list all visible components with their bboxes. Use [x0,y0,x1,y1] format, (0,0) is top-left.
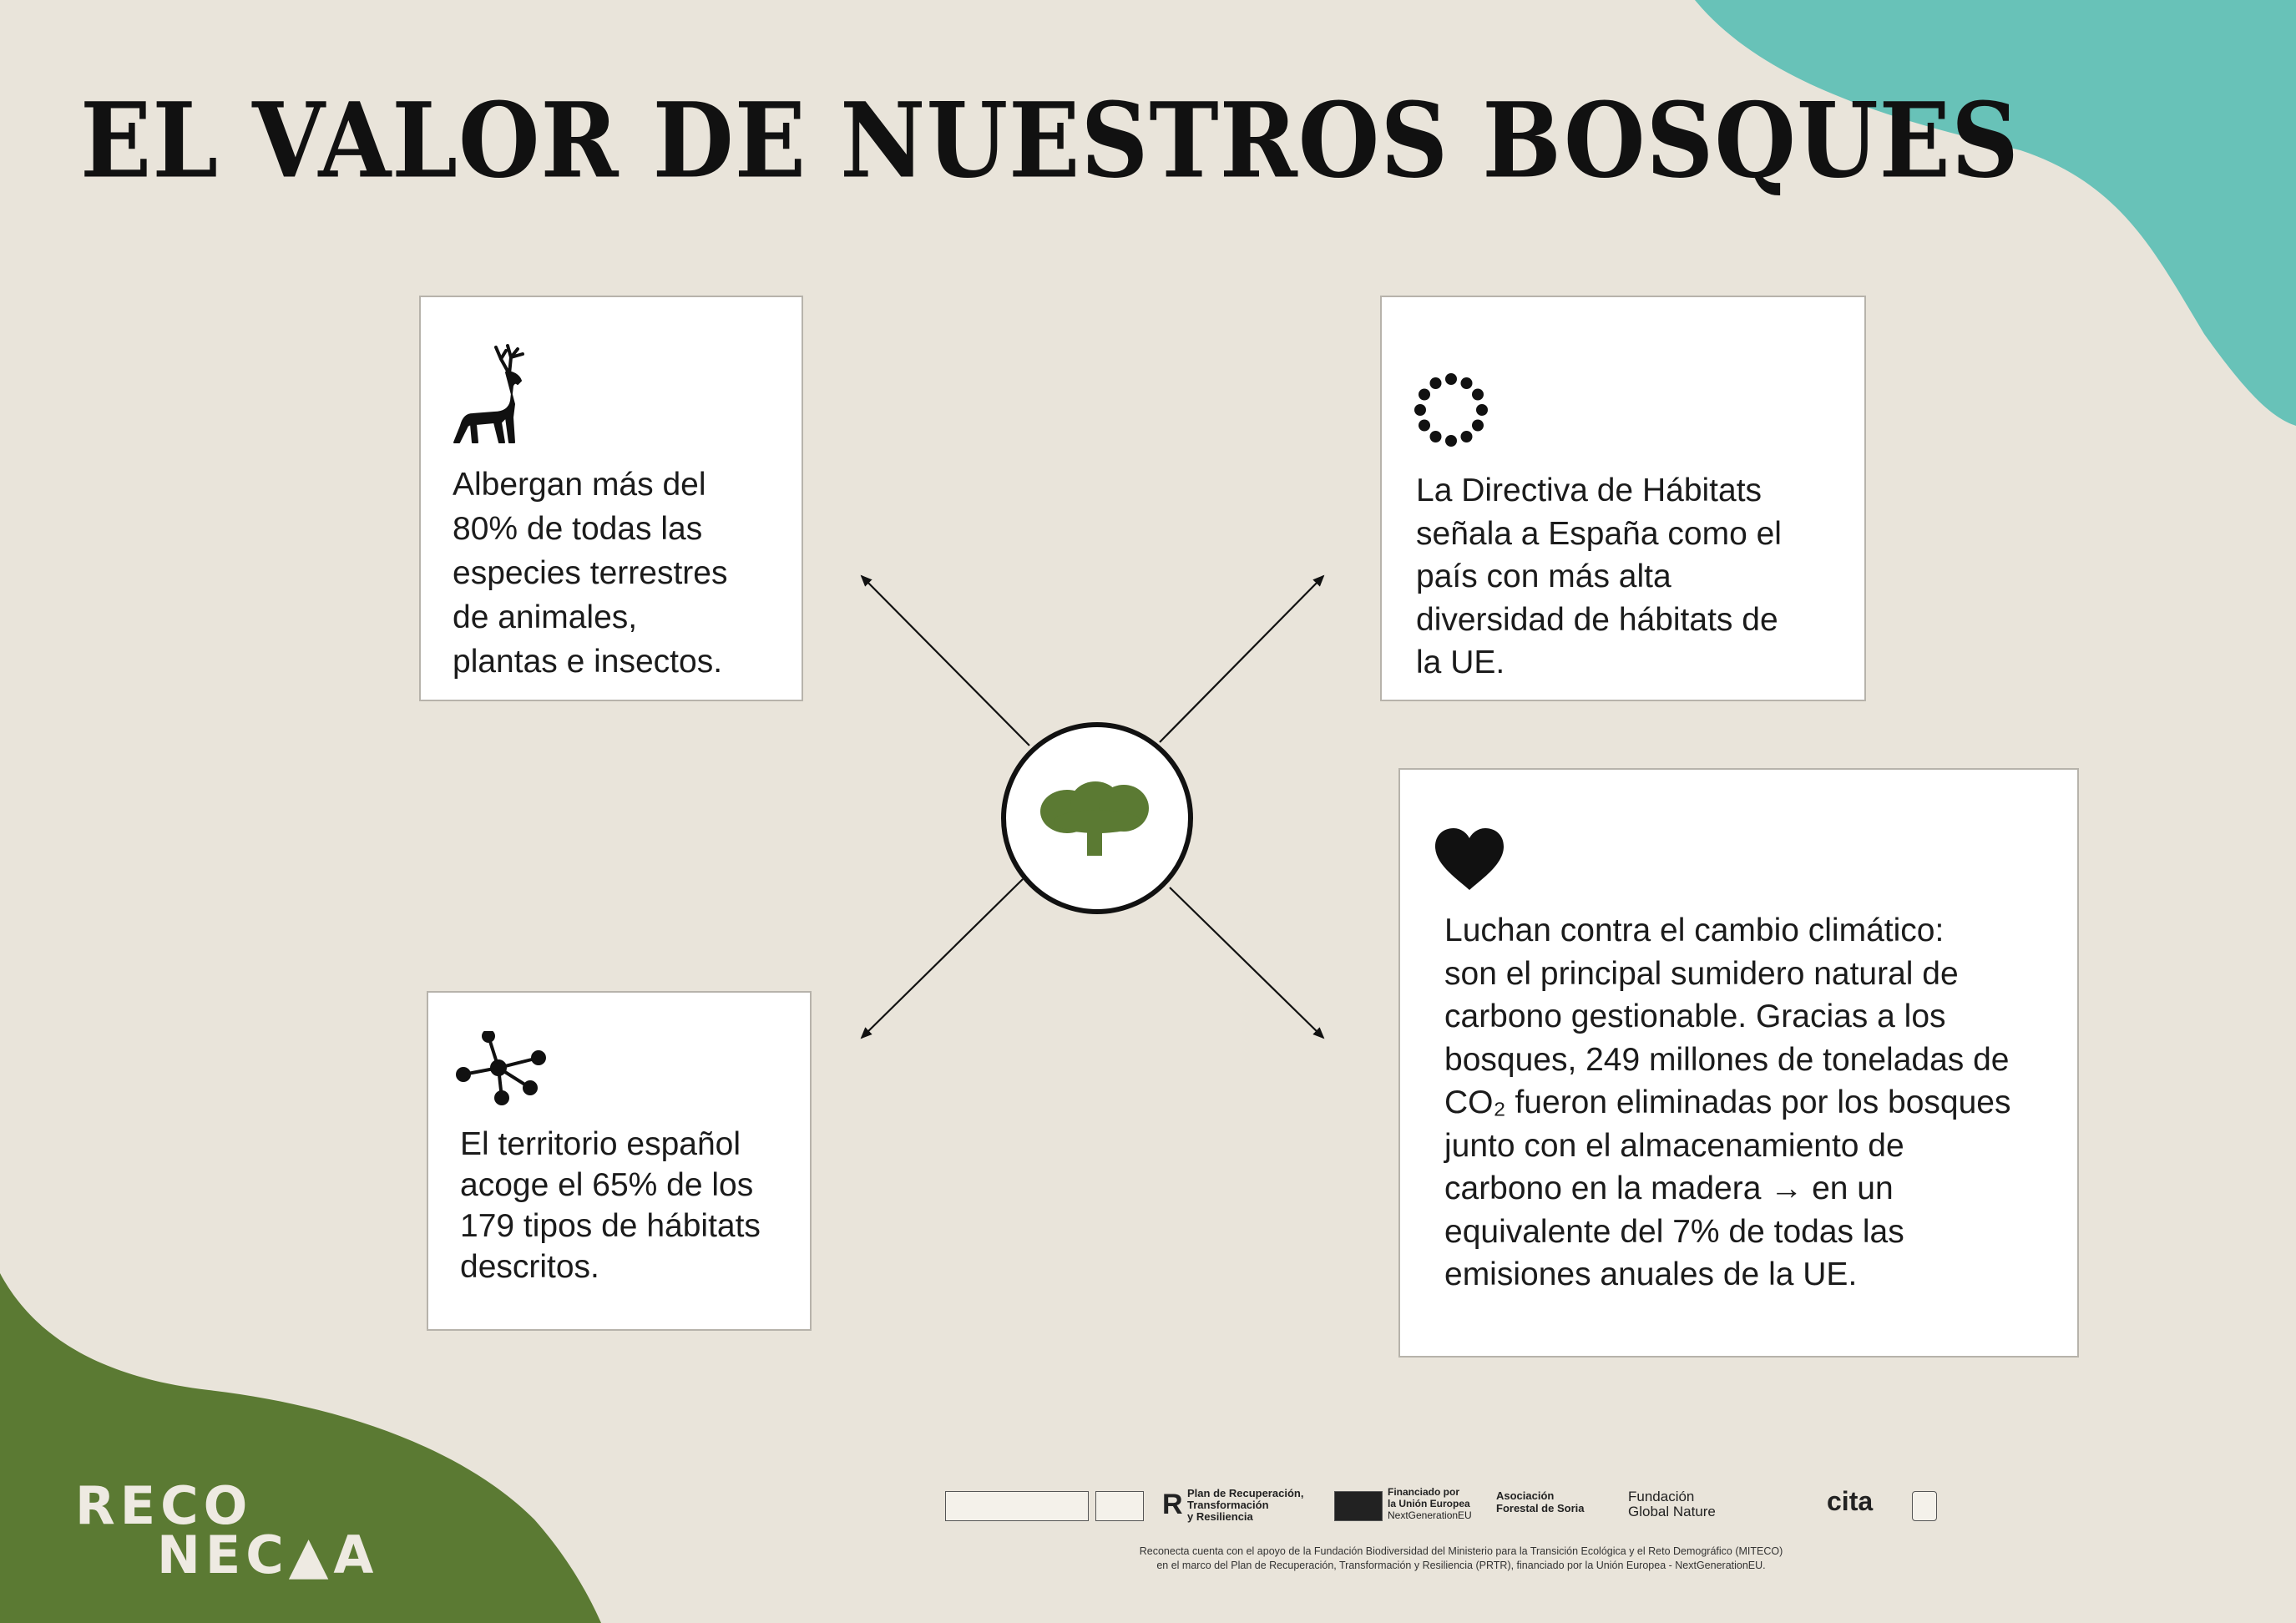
eu-flag-icon [1334,1491,1383,1521]
footer-credits: Reconecta cuenta con el apoyo de la Fundación Biodiversidad del Ministerio para la Transición Ecológica y el Reto Demográfico (MITECO) en el marco del Plan de Recuperación, Transformación y Resiliencia (PRTR), financiado por la Unión Europea - NextGenerationEU. [1139,1545,1783,1571]
info-card-habitats-directive [1380,296,1866,701]
prtr-r-icon: R [1162,1489,1183,1520]
cita-logo: cita [1827,1486,1874,1516]
network-icon [455,1031,547,1106]
info-card-climate [1398,768,2079,1358]
ayuntamiento-logo [1912,1491,1937,1521]
card-text: Luchan contra el cambio climático: son el principal sumidero natural de carbono gestionable. Gracias a los bosques, 249 millones de toneladas de CO₂ fueron eliminadas por los bosques junto con el almacenamiento de carbono en la madera → en un equivalente del 7% de todas las emisiones anuales de la UE. [1444,913,2011,1292]
prtr-logo: Plan de Recuperación, Transformación y Resiliencia [1187,1487,1304,1523]
heart-icon [1434,827,1505,892]
miteco-logo [945,1491,1089,1521]
fundacion-global-nature-logo: Fundación Global Nature [1628,1489,1716,1519]
sponsor-logos [943,1486,1962,1526]
fundacion-biodiversidad-logo [1095,1491,1144,1521]
eu-funding-logo: Financiado por la Unión Europea NextGenerationEU [1388,1486,1472,1521]
deer-icon [451,342,534,446]
card-text: La Directiva de Hábitats señala a España como el país con más alta diversidad de hábitats de la UE. [1416,473,1782,680]
asociacion-forestal-logo: Asociación Forestal de Soria [1496,1489,1585,1514]
info-card-territory [427,991,812,1331]
reconecta-logo-line-2: NEC▲A [157,1524,379,1585]
card-text: El territorio español acoge el 65% de los 179 tipos de hábitats descritos. [460,1126,761,1285]
page-title: EL VALOR DE NUESTROS BOSQUES [80,81,2020,202]
reconecta-logo-line-1: RECO [75,1475,253,1536]
card-text: Albergan más del 80% de todas las especies terrestres de animales, plantas e insectos. [453,467,728,680]
eu-stars-icon [1414,372,1489,447]
info-card-biodiversity [419,296,803,701]
